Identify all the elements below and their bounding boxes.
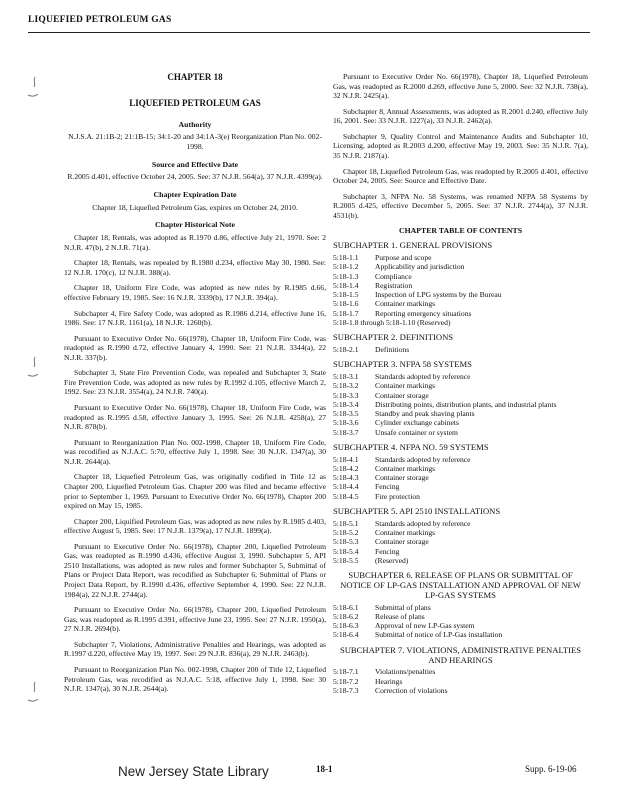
- authority-text: N.J.S.A. 21:1B-2; 21:1B-15; 34:1-20 and 34:1A-3(e) Reorganization Plan No. 002-1998.: [68, 132, 322, 152]
- section-title: Approval of new LP-Gas system: [375, 621, 475, 631]
- list-item: [333, 464, 588, 473]
- section-number: 5:18-1.2: [333, 262, 359, 272]
- section-number: 5:18-2.1: [333, 344, 359, 354]
- list-item: [333, 281, 588, 290]
- section-title: Container markings: [375, 528, 436, 537]
- history-paragraph: Pursuant to Executive Order No. 66(1978), Chapter 18, Uniform Fire Code, was readopted as R.1995 d.58, effective January 3, 1995. See: 26 N.J.R. 4258(a), 27 N.J.R. 878(b).: [64, 403, 326, 432]
- section-title: Distributing points, distribution plants, and industrial plants: [375, 399, 557, 409]
- expiration-heading: Chapter Expiration Date: [153, 189, 237, 199]
- list-item: [333, 547, 588, 556]
- list-item: [333, 309, 588, 318]
- section-number: 5:18-6.1: [333, 602, 359, 612]
- section-number: 5:18-6.2: [333, 611, 359, 621]
- subchapter-heading: SUBCHAPTER 4. NFPA NO. 59 SYSTEMS: [333, 441, 489, 452]
- section-title: Fencing: [375, 482, 400, 492]
- subchapter-heading: SUBCHAPTER 5. API 2510 INSTALLATIONS: [333, 505, 501, 516]
- list-item: [333, 686, 588, 695]
- list-item: [333, 262, 588, 271]
- subchapter-heading: SUBCHAPTER 1. GENERAL PROVISIONS: [333, 240, 493, 251]
- section-number: 5:18-5.1: [333, 518, 359, 528]
- list-item: [333, 372, 588, 381]
- section-title: Fire protection: [375, 491, 420, 501]
- history-paragraph: Pursuant to Executive Order No. 66(1978), Chapter 200, Liquefied Petroleum Gas, was readopted as R.1995 d.391, effective June 23, 1995. See: 27 N.J.R. 1950(a), 27 N.J.R. 2694(b).: [64, 605, 326, 634]
- authority-heading: Authority: [178, 119, 212, 129]
- list-item: [333, 391, 588, 400]
- section-number: 5:18-4.2: [333, 463, 359, 473]
- section-title: 5:18-1.8 through 5:18-1.10 (Reserved): [333, 317, 451, 327]
- section-number: 5:18-5.4: [333, 546, 359, 556]
- section-number: 5:18-1.3: [333, 271, 359, 281]
- left-column: [64, 72, 326, 700]
- section-number: 5:18-3.2: [333, 381, 359, 391]
- section-title: Reporting emergency situations: [375, 308, 472, 318]
- section-title: Standards adopted by reference: [375, 518, 471, 528]
- section-title: Registration: [375, 280, 413, 290]
- history-paragraph: Pursuant to Executive Order No. 66(1978), Chapter 18, Liquefied Petroleum Gas, was readopted as R.2000 d.269, effective June 5, 2000. See: 32 N.J.R. 738(a), 32 N.J.R. 2425(a).: [333, 72, 588, 101]
- history-paragraph: Subchapter 9, Quality Control and Maintenance Audits and Subchapter 10, Licensing, adopted as R.2003 d.200, effective May 19, 2003. See: 35 N.J.R. 7(a), 35 N.J.R. 2187(a).: [333, 131, 588, 160]
- section-number: 5:18-6.4: [333, 630, 359, 640]
- section-title: Standby and peak shaving plants: [375, 409, 475, 418]
- section-title: Container markings: [375, 299, 436, 309]
- section-title: (Reserved): [375, 555, 409, 565]
- list-item: [333, 677, 588, 686]
- section-title: Submittal of notice of LP-Gas installation: [375, 630, 503, 640]
- section-number: 5:18-4.5: [333, 491, 359, 501]
- section-list: [333, 455, 588, 501]
- list-item: [333, 612, 588, 621]
- chapter-title: LIQUEFIED PETROLEUM GAS: [129, 98, 261, 109]
- right-column: [333, 72, 588, 701]
- section-title: Fencing: [375, 546, 400, 556]
- list-item: [333, 528, 588, 537]
- list-item: [333, 455, 588, 464]
- subchapter-heading: SUBCHAPTER 6. RELEASE OF PLANS OR SUBMITTAL OF NOTICE OF LP-GAS INSTALLATION AND APPROVAL OF NEW LP-GAS SYSTEMS: [340, 570, 581, 600]
- chapter-number: CHAPTER 18: [167, 72, 223, 82]
- list-item: [333, 630, 588, 639]
- section-list: [333, 519, 588, 565]
- history-paragraph: Pursuant to Executive Order No. 66(1978), Chapter 200, Liquefied Petroleum Gas, was readopted as R.1990 d.436, effective August 3, 1990. Subchapter 5, API 2510 Installations, was adopted as new rules and former Subchapter 5, Submittal of Plans or Project Data Report, was recodified as Subchapter 6, Submittal of Plans or Project Data Report, by R.1990 d.436, effective September 4, 1990. See: 22 N.J.R. 1984(a), 22 N.J.R. 2744(a).: [64, 541, 326, 599]
- list-item: [333, 290, 588, 299]
- history-paragraph: Pursuant to Executive Order No. 66(1978), Chapter 18, Uniform Fire Code, was readopted as R.1990 d.72, effective January 4, 1990. See: 21 N.J.R. 3344(a), 22 N.J.R. 337(b).: [64, 333, 326, 362]
- section-number: 5:18-1.5: [333, 290, 359, 299]
- section-list: [333, 667, 588, 695]
- history-paragraph: Subchapter 7, Violations, Administrative Penalties and Hearings, was adopted as R.1997 d.220, effective May 19, 1997. See: 29 N.J.R. 836(a), 29 N.J.R. 2463(b).: [64, 639, 326, 659]
- section-number: 5:18-6.3: [333, 621, 359, 631]
- history-paragraph: Chapter 18, Rentals, was repealed by R.1980 d.234, effective May 30, 1980. See: 12 N.J.R. 170(c), 12 N.J.R. 388(a).: [64, 258, 326, 277]
- list-item: [333, 418, 588, 427]
- library-watermark: New Jersey State Library: [118, 764, 269, 779]
- section-number: 5:18-5.3: [333, 537, 359, 547]
- section-title: Correction of violations: [375, 685, 448, 695]
- history-paragraph: Subchapter 8, Annual Assessments, was adopted as R.2001 d.240, effective July 16, 2001. See: 33 N.J.R. 1227(a), 33 N.J.R. 2462(a).: [333, 106, 588, 126]
- history-paragraph: Chapter 18, Liquefied Petroleum Gas, was originally codified in Title 12 as Chapter 200, Liquefied Petroleum Gas. Chapter 200 was filed and became effective prior to September 1, 1969. Pursuant to Executive Order No. 66(1978), Chapter 200 expired on May 15, 1985.: [64, 472, 326, 511]
- section-title: Compliance: [375, 271, 412, 281]
- list-item: [333, 473, 588, 482]
- section-title: Container markings: [375, 463, 436, 473]
- section-title: Inspection of LPG systems by the Bureau: [375, 290, 502, 299]
- list-item: [333, 381, 588, 390]
- list-item: [333, 492, 588, 501]
- list-item: [333, 318, 588, 327]
- section-number: 5:18-4.4: [333, 482, 359, 492]
- section-title: Container storage: [375, 473, 429, 483]
- list-item: [333, 537, 588, 546]
- list-item: [333, 345, 588, 354]
- list-item: [333, 253, 588, 262]
- list-item: [333, 519, 588, 528]
- section-title: Definitions: [375, 344, 410, 354]
- section-number: 5:18-1.7: [333, 308, 359, 318]
- list-item: [333, 272, 588, 281]
- history-paragraph: Subchapter 4, Fire Safety Code, was adopted as R.1986 d.214, effective June 16, 1986. See: 17 N.J.R. 1161(a), 18 N.J.R. 1260(b).: [64, 308, 326, 328]
- section-title: Unsafe container or system: [375, 427, 458, 437]
- section-title: Release of plans: [375, 611, 425, 621]
- history-paragraph: Chapter 18, Uniform Fire Code, was adopted as new rules by R.1985 d.66, effective February 19, 1985. See: 16 N.J.R. 3339(b), 17 N.J.R. 394(a).: [64, 283, 326, 302]
- margin-mark-icon: [24, 355, 40, 381]
- section-title: Standards adopted by reference: [375, 454, 471, 464]
- section-title: Applicability and jurisdiction: [375, 262, 465, 272]
- source-heading: Source and Effective Date: [151, 159, 239, 169]
- section-title: Container markings: [375, 381, 436, 391]
- section-number: 5:18-1.1: [333, 253, 359, 262]
- subchapter-heading: SUBCHAPTER 7. VIOLATIONS, ADMINISTRATIVE PENALTIES AND HEARINGS: [339, 644, 582, 665]
- history-paragraph: Subchapter 3, State Fire Prevention Code, was repealed and Subchapter 3, State Fire Prevention Code, was adopted as new rules by R.1992 d.105, effective March 2, 1992. See: 23 N.J.R. 3554(a), 24 N.J.R. 740(a).: [64, 368, 326, 397]
- section-number: 5:18-1.6: [333, 299, 359, 309]
- page-number: 18-1: [316, 764, 333, 774]
- section-title: Purpose and scope: [375, 253, 432, 262]
- section-title: Cylinder exchange cabinets: [375, 418, 459, 428]
- source-text: R.2005 d.401, effective October 24, 2005. See: 37 N.J.R. 564(a), 37 N.J.R. 4399(a).: [67, 172, 323, 182]
- history-paragraph: Chapter 18, Rentals, was adopted as R.1970 d.86, effective July 21, 1970. See: 2 N.J.R. 47(b), 2 N.J.R. 71(a).: [64, 233, 326, 252]
- section-number: 5:18-3.3: [333, 390, 359, 400]
- subchapter-heading: SUBCHAPTER 2. DEFINITIONS: [333, 332, 454, 342]
- section-number: 5:18-3.6: [333, 418, 359, 428]
- section-title: Violations/penalties: [375, 667, 436, 677]
- margin-mark-icon: [24, 680, 40, 706]
- section-title: Container storage: [375, 537, 429, 547]
- list-item: [333, 621, 588, 630]
- section-list: [333, 372, 588, 437]
- supplement-date: Supp. 6-19-06: [525, 764, 577, 774]
- toc-heading: CHAPTER TABLE OF CONTENTS: [398, 226, 523, 236]
- section-number: 5:18-7.1: [333, 667, 359, 677]
- section-number: 5:18-3.5: [333, 409, 359, 418]
- section-list: [333, 603, 588, 640]
- header-rule: [28, 32, 590, 33]
- section-number: 5:18-7.3: [333, 685, 359, 695]
- list-item: [333, 409, 588, 418]
- history-heading: Chapter Historical Note: [155, 220, 235, 230]
- section-list: [333, 253, 588, 327]
- subchapter-heading: SUBCHAPTER 3. NFPA 58 SYSTEMS: [333, 359, 472, 370]
- section-number: 5:18-7.2: [333, 676, 359, 686]
- section-title: Submittal of plans: [375, 602, 431, 612]
- section-number: 5:18-3.1: [333, 372, 359, 381]
- list-item: [333, 299, 588, 308]
- section-number: 5:18-3.7: [333, 427, 359, 437]
- table-of-contents: [333, 241, 588, 695]
- margin-mark-icon: [24, 75, 40, 101]
- section-number: 5:18-4.3: [333, 473, 359, 483]
- list-item: [333, 400, 588, 409]
- section-number: 5:18-4.1: [333, 454, 359, 464]
- section-number: 5:18-5.5: [333, 555, 359, 565]
- history-paragraph: Chapter 18, Liquefied Petroleum Gas, was readopted by R.2005 d.401, effective October 24, 2005. See: Source and Effective Date.: [333, 166, 588, 186]
- section-title: Container storage: [375, 390, 429, 400]
- section-title: Hearings: [375, 676, 403, 686]
- list-item: [333, 667, 588, 676]
- section-title: Standards adopted by reference: [375, 372, 471, 381]
- section-number: 5:18-5.2: [333, 528, 359, 537]
- running-head: LIQUEFIED PETROLEUM GAS: [28, 15, 172, 25]
- history-paragraph: Pursuant to Reorganization Plan No. 002-1998, Chapter 18, Uniform Fire Code, was recodified as N.J.A.C. 5:70, effective July 1, 1998. See: 30 N.J.R. 1347(a), 30 N.J.R. 2644(a).: [64, 437, 326, 466]
- list-item: [333, 482, 588, 491]
- list-item: [333, 603, 588, 612]
- list-item: [333, 428, 588, 437]
- expiration-text: Chapter 18, Liquefied Petroleum Gas, expires on October 24, 2010.: [92, 202, 298, 212]
- history-notes-left: [64, 233, 326, 694]
- list-item: [333, 556, 588, 565]
- history-notes-right: [333, 72, 588, 220]
- history-paragraph: Chapter 200, Liquified Petroleum Gas, was adopted as new rules by R.1985 d.403, effective August 5, 1985. See: 17 N.J.R. 1379(a), 17 N.J.R. 1899(a).: [64, 516, 326, 536]
- section-list: [333, 345, 588, 354]
- section-number: 5:18-1.4: [333, 280, 359, 290]
- history-paragraph: Subchapter 3, NFPA No. 58 Systems, was renamed NFPA 58 Systems by R.2005 d.425, effective December 5, 2005. See: 37 N.J.R. 2744(a), 37 N.J.R. 4531(b).: [333, 191, 588, 220]
- history-paragraph: Pursuant to Reorganization Plan No. 002-1998, Chapter 200 of Title 12, Liquefied Petroleum Gas, was recodified as N.J.A.C. 5:18, effective July 1, 1998. See: 30 N.J.R. 1347(a), 30 N.J.R. 2644(a).: [64, 664, 326, 694]
- section-number: 5:18-3.4: [333, 399, 359, 409]
